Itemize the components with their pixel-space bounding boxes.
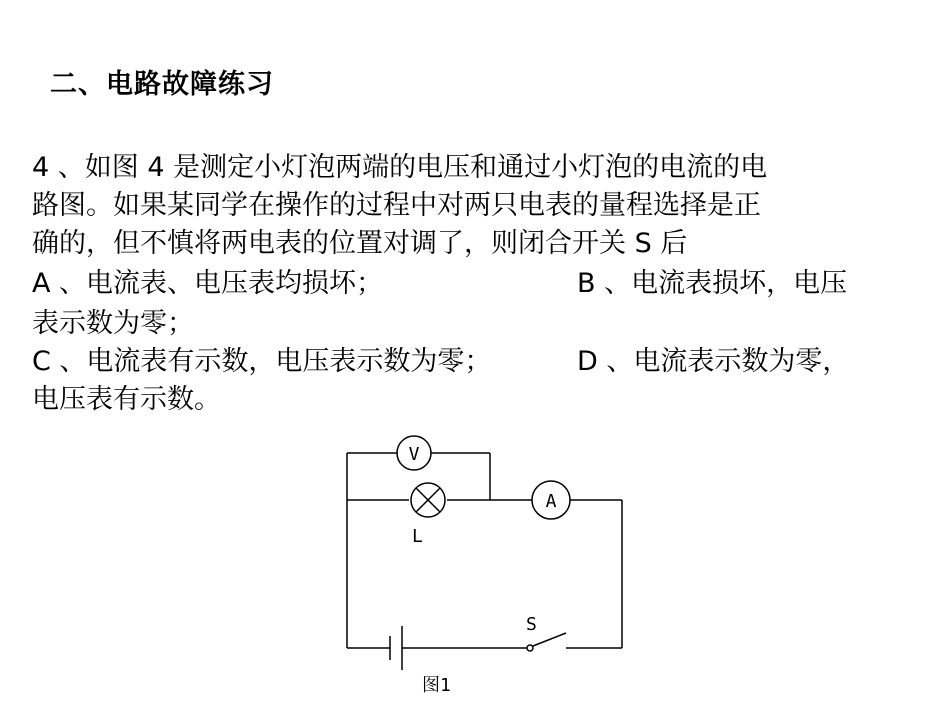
switch-blade: [533, 633, 566, 646]
figure-caption: 图1: [422, 675, 451, 696]
option-c: C 、电流表有示数，电压表示数为零；: [32, 346, 492, 377]
switch-pivot-icon: [527, 645, 533, 651]
option-d-continued: 电压表有示数。: [32, 384, 221, 415]
question-line-3: 确的，但不慎将两电表的位置对调了，则闭合开关 S 后: [32, 228, 688, 259]
option-a: A 、电流表、电压表均损坏；: [32, 268, 384, 299]
voltmeter-label: V: [408, 444, 420, 465]
question-line-2: 路图。如果某同学在操作的过程中对两只电表的量程选择是正: [32, 190, 761, 221]
switch-label: S: [526, 614, 537, 635]
option-b-continued: 表示数为零；: [32, 308, 194, 339]
option-b: B 、电流表损坏，电压: [577, 268, 848, 299]
lamp-label: L: [412, 526, 423, 547]
option-d: D 、电流表示数为零，: [577, 346, 850, 377]
circuit-diagram: [330, 418, 640, 708]
question-line-1: 4 、如图 4 是测定小灯泡两端的电压和通过小灯泡的电流的电: [32, 152, 768, 183]
ammeter-label: A: [545, 491, 557, 512]
section-title: 二、电路故障练习: [50, 69, 274, 100]
